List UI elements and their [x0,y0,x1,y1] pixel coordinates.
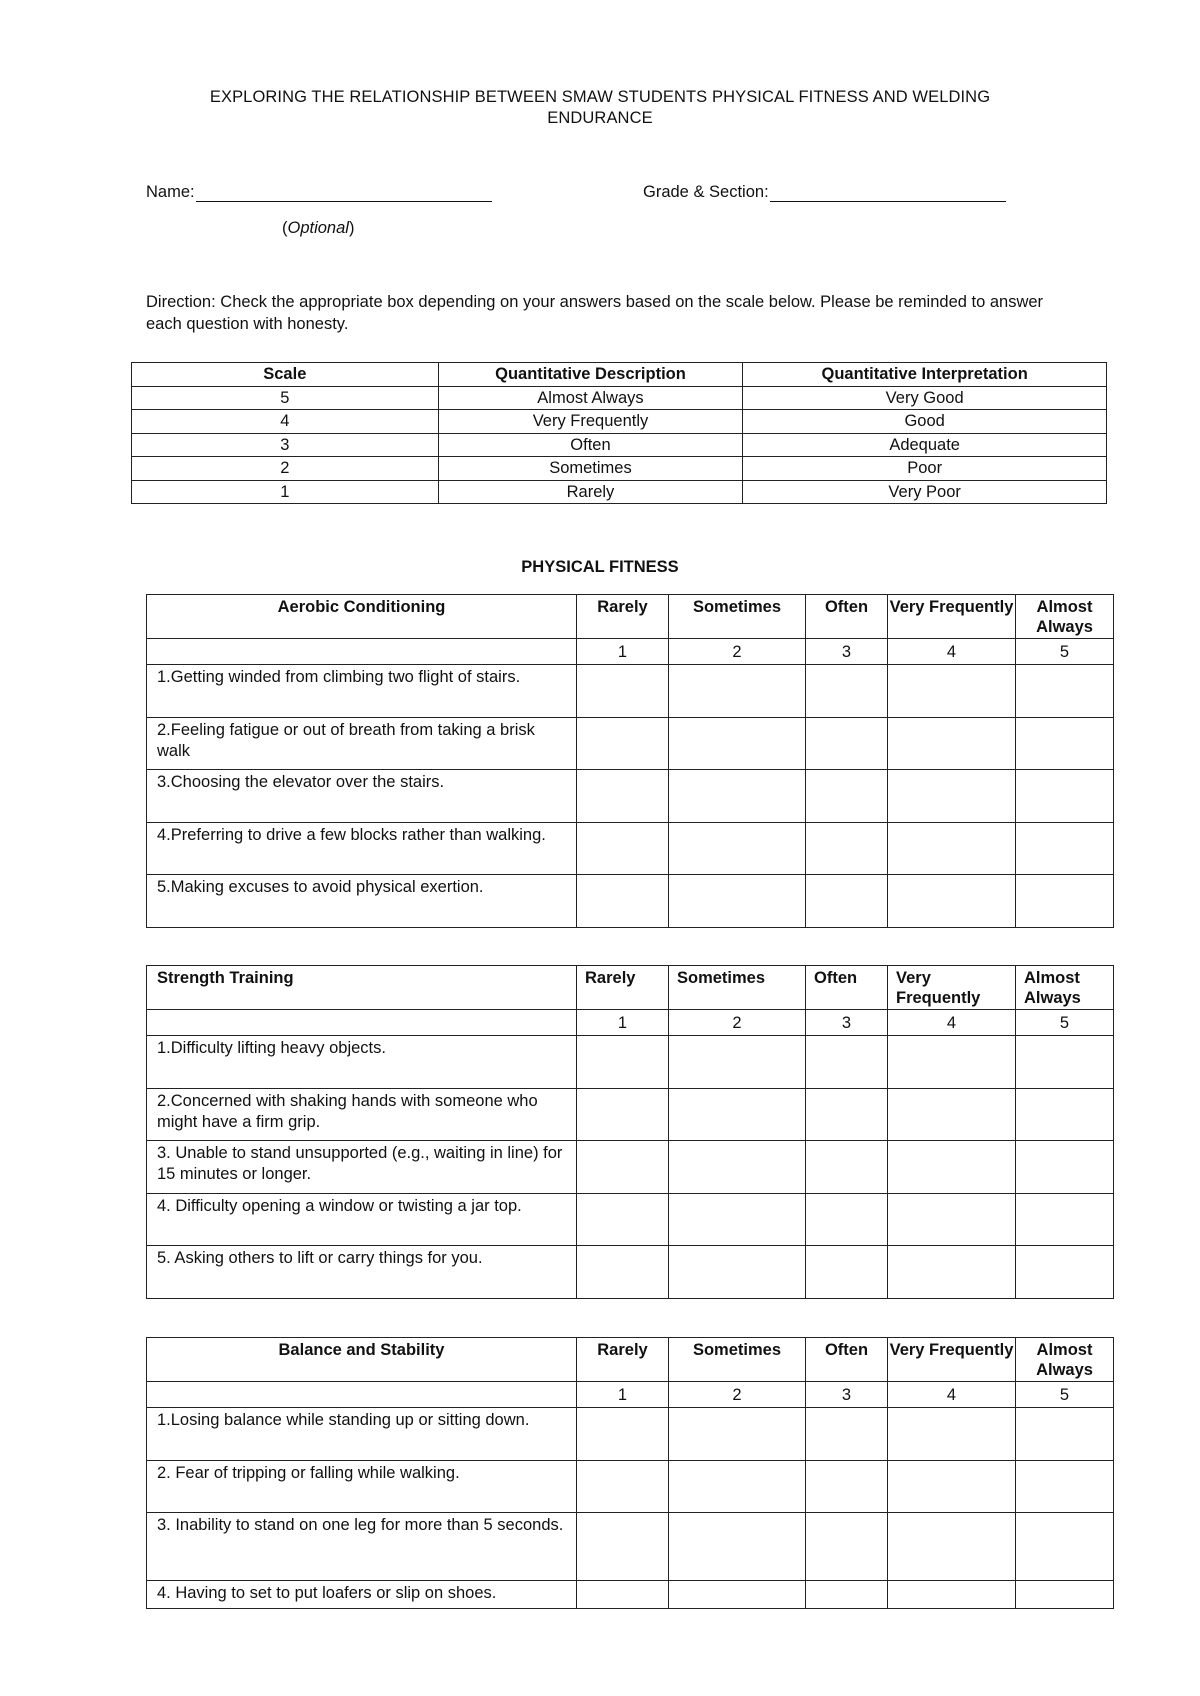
col-sometimes: Sometimes [669,1338,806,1382]
rating-cell-1[interactable] [577,1581,669,1609]
rating-number-row: 1 2 3 4 5 [147,639,1114,665]
balance-stability-table [146,1337,1114,1609]
survey-header-row [147,1338,1114,1382]
rating-cell-2[interactable] [669,1246,806,1299]
rating-cell-3[interactable] [806,1246,888,1299]
survey-header-row [147,595,1114,639]
rating-cell-3[interactable] [806,717,888,770]
strength-training-table [146,965,1114,1299]
section-title-balance: Balance and Stability [147,1338,577,1382]
rating-cell-5[interactable] [1016,770,1114,823]
rating-cell-5[interactable] [1016,822,1114,875]
table-row [147,1036,1114,1089]
question-text: 1.Difficulty lifting heavy objects. [147,1036,577,1089]
rating-number-row: 1 2 3 4 5 [147,1010,1114,1036]
col-almost-always: Almost Always [1016,1338,1114,1382]
scale-header-interpretation: Quantitative Interpretation [743,363,1107,387]
table-row [147,1408,1114,1461]
rating-cell-3[interactable] [806,770,888,823]
rating-cell-1[interactable] [577,822,669,875]
rating-cell-1[interactable] [577,665,669,718]
name-field[interactable] [146,183,492,202]
grade-section-field[interactable] [643,183,1006,202]
question-text: 2.Feeling fatigue or out of breath from taking a brisk walk [147,717,577,770]
col-rarely: Rarely [577,1338,669,1382]
rating-cell-3[interactable] [806,1088,888,1141]
rating-cell-4[interactable] [888,1460,1016,1513]
document-title [0,87,1200,129]
question-text: 3. Inability to stand on one leg for more than 5 seconds. [147,1513,577,1581]
rating-cell-2[interactable] [669,875,806,928]
rating-cell-4[interactable] [888,1246,1016,1299]
rating-cell-5[interactable] [1016,1088,1114,1141]
rating-cell-2[interactable] [669,1581,806,1609]
rating-cell-2[interactable] [669,1193,806,1246]
question-text: 1.Getting winded from climbing two flight of stairs. [147,665,577,718]
table-row [147,665,1114,718]
name-label: Name: [146,183,195,201]
rating-cell-3[interactable] [806,1460,888,1513]
question-text: 2. Fear of tripping or falling while walking. [147,1460,577,1513]
rating-cell-1[interactable] [577,717,669,770]
rating-cell-1[interactable] [577,1036,669,1089]
optional-note: (Optional) [282,219,355,237]
question-text: 5. Asking others to lift or carry things for you. [147,1246,577,1299]
rating-cell-4[interactable] [888,665,1016,718]
rating-cell-5[interactable] [1016,875,1114,928]
rating-cell-3[interactable] [806,1193,888,1246]
rating-cell-4[interactable] [888,1088,1016,1141]
rating-cell-4[interactable] [888,822,1016,875]
question-text: 4.Preferring to drive a few blocks rather than walking. [147,822,577,875]
rating-cell-4[interactable] [888,1581,1016,1609]
table-row: 3 Often Adequate [132,433,1107,457]
question-text: 4. Difficulty opening a window or twisting a jar top. [147,1193,577,1246]
scale-header-scale: Scale [132,363,439,387]
table-row [147,1246,1114,1299]
col-almost-always: Almost Always [1016,595,1114,639]
rating-cell-4[interactable] [888,875,1016,928]
rating-cell-2[interactable] [669,1513,806,1581]
col-rarely: Rarely [577,595,669,639]
rating-cell-3[interactable] [806,1513,888,1581]
rating-cell-3[interactable] [806,1141,888,1194]
aerobic-conditioning-table [146,594,1114,928]
rating-cell-2[interactable] [669,1408,806,1461]
rating-cell-1[interactable] [577,1088,669,1141]
rating-cell-5[interactable] [1016,1460,1114,1513]
col-very-frequently: Very Frequently [888,966,1016,1010]
rating-cell-2[interactable] [669,1460,806,1513]
rating-cell-4[interactable] [888,1141,1016,1194]
table-row: 2 Sometimes Poor [132,457,1107,481]
scale-table-header [132,363,1107,387]
rating-cell-3[interactable] [806,875,888,928]
rating-cell-3[interactable] [806,1581,888,1609]
col-sometimes: Sometimes [669,966,806,1010]
section-title-strength: Strength Training [147,966,577,1010]
rating-cell-3[interactable] [806,822,888,875]
rating-cell-3[interactable] [806,1408,888,1461]
table-row [147,1193,1114,1246]
rating-cell-5[interactable] [1016,1408,1114,1461]
rating-cell-4[interactable] [888,770,1016,823]
directions-text: Direction: Check the appropriate box depending on your answers based on the scale below. Please be reminded to answer each question with honesty. [146,293,1044,333]
rating-cell-5[interactable] [1016,665,1114,718]
scale-header-description: Quantitative Description [438,363,743,387]
rating-cell-4[interactable] [888,1408,1016,1461]
rating-cell-4[interactable] [888,717,1016,770]
question-text: 1.Losing balance while standing up or sitting down. [147,1408,577,1461]
rating-cell-1[interactable] [577,1513,669,1581]
col-often: Often [806,1338,888,1382]
rating-cell-5[interactable] [1016,1246,1114,1299]
rating-cell-5[interactable] [1016,1141,1114,1194]
table-row [147,717,1114,770]
table-row: 1 Rarely Very Poor [132,480,1107,504]
question-text: 2.Concerned with shaking hands with someone who might have a firm grip. [147,1088,577,1141]
col-very-frequently: Very Frequently [888,1338,1016,1382]
table-row: 4 Very Frequently Good [132,410,1107,434]
grade-section-label: Grade & Section: [643,183,769,201]
table-row [147,822,1114,875]
grade-section-input-line[interactable] [770,185,1006,202]
table-row [147,1460,1114,1513]
rating-cell-5[interactable] [1016,1581,1114,1609]
col-sometimes: Sometimes [669,595,806,639]
rating-cell-2[interactable] [669,665,806,718]
rating-cell-2[interactable] [669,1036,806,1089]
rating-cell-1[interactable] [577,770,669,823]
rating-cell-2[interactable] [669,770,806,823]
question-text: 5.Making excuses to avoid physical exertion. [147,875,577,928]
table-row [147,1513,1114,1581]
rating-cell-4[interactable] [888,1513,1016,1581]
rating-cell-5[interactable] [1016,1036,1114,1089]
question-text: 3. Unable to stand unsupported (e.g., waiting in line) for 15 minutes or longer. [147,1141,577,1194]
title-line-1: EXPLORING THE RELATIONSHIP BETWEEN SMAW STUDENTS PHYSICAL FITNESS AND WELDING [209,88,991,106]
scale-table [131,362,1107,504]
rating-cell-2[interactable] [669,1141,806,1194]
table-row [147,770,1114,823]
rating-cell-2[interactable] [669,717,806,770]
rating-cell-3[interactable] [806,1036,888,1089]
question-text: 4. Having to set to put loafers or slip on shoes. [147,1581,577,1609]
rating-cell-5[interactable] [1016,717,1114,770]
title-line-2: ENDURANCE [547,109,653,127]
table-row: 5 Almost Always Very Good [132,386,1107,410]
col-rarely: Rarely [577,966,669,1010]
rating-cell-1[interactable] [577,1141,669,1194]
col-often: Often [806,966,888,1010]
table-row [147,1141,1114,1194]
question-text: 3.Choosing the elevator over the stairs. [147,770,577,823]
rating-cell-3[interactable] [806,665,888,718]
col-very-frequently: Very Frequently [888,595,1016,639]
rating-number-row: 1 2 3 4 5 [147,1382,1114,1408]
rating-cell-5[interactable] [1016,1193,1114,1246]
col-almost-always: Almost Always [1016,966,1114,1010]
table-row [147,875,1114,928]
rating-cell-1[interactable] [577,1408,669,1461]
table-row [147,1581,1114,1609]
rating-cell-4[interactable] [888,1036,1016,1089]
table-row [147,1088,1114,1141]
rating-cell-2[interactable] [669,822,806,875]
col-often: Often [806,595,888,639]
rating-cell-1[interactable] [577,1460,669,1513]
rating-cell-4[interactable] [888,1193,1016,1246]
rating-cell-5[interactable] [1016,1513,1114,1581]
section-title-aerobic: Aerobic Conditioning [147,595,577,639]
name-input-line[interactable] [196,185,492,202]
section-heading-physical-fitness: PHYSICAL FITNESS [521,558,679,576]
rating-cell-1[interactable] [577,1246,669,1299]
rating-cell-2[interactable] [669,1088,806,1141]
rating-cell-1[interactable] [577,1193,669,1246]
rating-cell-1[interactable] [577,875,669,928]
survey-header-row [147,966,1114,1010]
